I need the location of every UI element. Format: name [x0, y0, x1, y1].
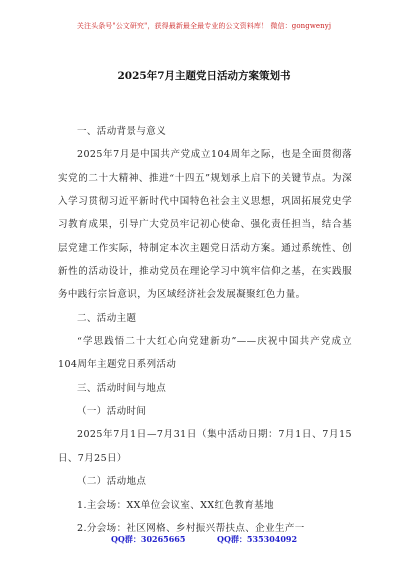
subsection-heading: （二）活动地点 [77, 476, 147, 488]
section-heading: 一、活动背景与意义 [77, 126, 167, 137]
subsection-heading: （一）活动时间 [77, 406, 147, 418]
qq-group-1: QQ群：30265665 [110, 534, 186, 544]
section-heading: 二、活动主题 [77, 312, 137, 324]
paragraph: 2025年7月是中国共产党成立104周年之际，也是全面贯彻落实党的二十大精神、推进“十四五”规划承上启下的关键节点。为深入学习贯彻习近平新时代中国特色社会主义思想，巩固拓展党史学习教育成果，引导广大党员牢记初心使命、强化责任担当，结合基层党建工作实际，特制定本次主题党日活动方案。通过系统性、创新性的活动设计，推动党员在理论学习中筑牢信仰之基，在实践服务中践行宗旨意识，为区域经济社会发展凝聚红色力量。 [58, 149, 352, 301]
paragraph: “学思践悟二十大红心向党建新功”——庆祝中国共产党成立104周年主题党日系列活动 [58, 336, 352, 371]
paragraph: 2025年7月1日—7月31日（集中活动日期：7月1日、7月15日、7月25日） [58, 429, 352, 464]
document-body [58, 120, 352, 540]
promo-banner [0, 22, 408, 31]
section-heading: 三、活动时间与地点 [77, 382, 167, 394]
list-item: 1.主会场：XX单位会议室、XX红色教育基地 [77, 499, 274, 511]
document-title: 2025年7月主题党日活动方案策划书 [117, 70, 291, 82]
footer-banner [0, 534, 408, 544]
qq-group-2: QQ群：535304092 [217, 534, 298, 544]
promo-banner-text: 关注头条号"公文研究"，获得最新最全最专业的公文资料库！ 微信：gongwenyj [76, 22, 332, 30]
list-item: 2.分会场：社区网格、乡村振兴帮扶点、企业生产一 [77, 522, 305, 534]
